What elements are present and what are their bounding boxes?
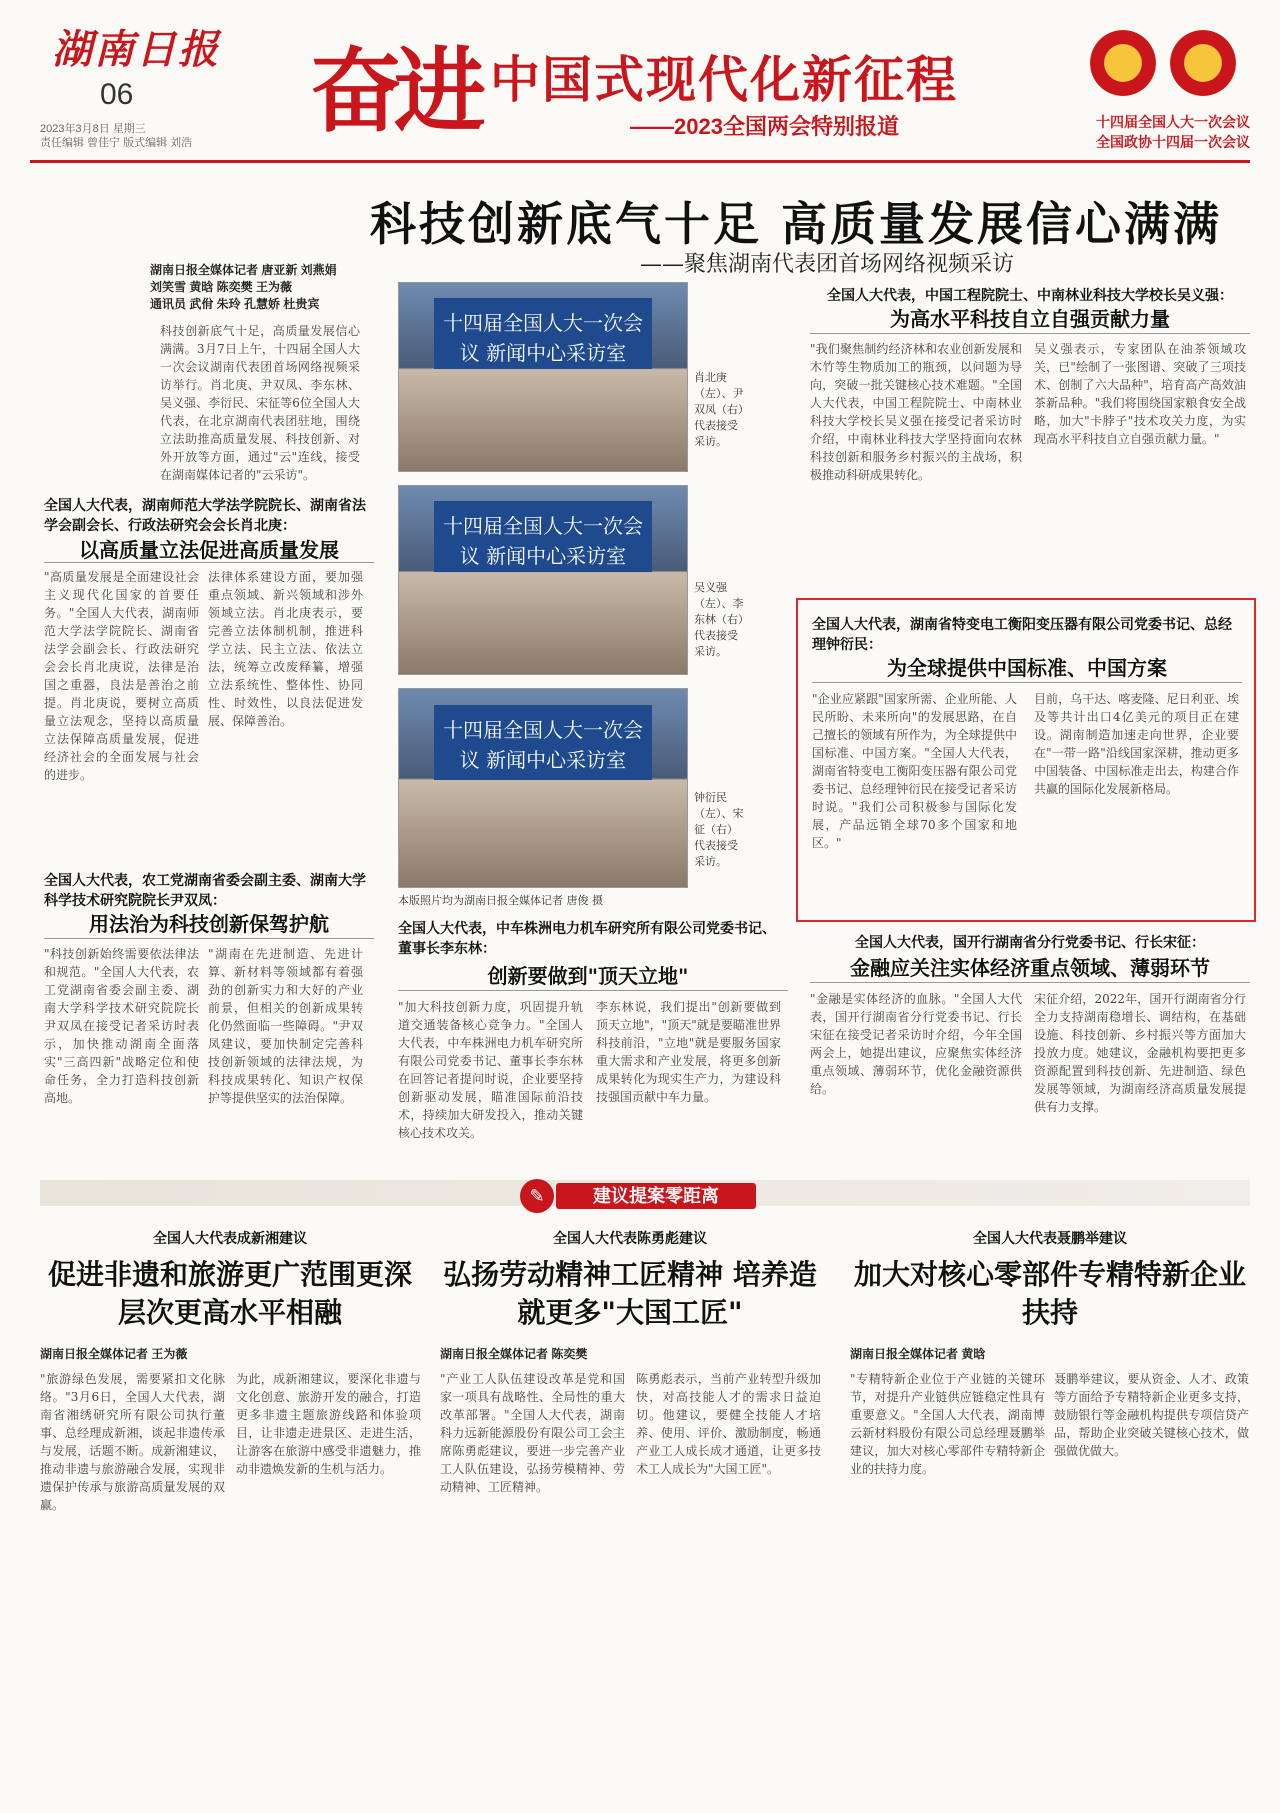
feature-keyword: 奋进	[310, 37, 479, 145]
photo-wu-li	[398, 485, 688, 675]
divider	[44, 938, 374, 939]
proposal-body-1: "产业工人队伍建设改革是党和国家一项具有战略性、全局性的重大改革部署。"全国人大代表，湖南科力远新能源股份有限公司工会主席陈勇彪建议，要进一步完善产业工人队伍建设，弘扬劳模精神、劳动精神、工匠精神。	[440, 1372, 625, 1494]
article-body-zhong-2: 目前，乌干达、喀麦隆、尼日利亚、埃及等共计出口4亿美元的项目正在建设。湖南制造加速走向世界，企业要在"一带一路"沿线国家深耕，推动更多中国装备、中国标准走出去，构建合作共赢的国际化发展新格局。	[1034, 692, 1239, 796]
proposal-kicker: 全国人大代表成新湘建议	[153, 1230, 307, 1246]
article-body-li-2: 李东林说，我们提出"创新要做到顶天立地"，"顶天"就是要瞄准世界科技前沿，"立地"就是要服务国家重大需求和产业发展，将更多创新成果转化为现实生产力，为建设科技强国贡献中车力量。	[596, 1000, 781, 1104]
proposal-body-2: 陈勇彪表示，当前产业转型升级加快，对高技能人才的需求日益迫切。他建议，要健全技能人才培养、使用、评价、激励制度，畅通产业工人成长成才通道，让更多技术工人成长为"大国工匠"。	[636, 1372, 821, 1476]
proposal-title: 促进非遗和旅游更广范围更深层次更高水平相融	[47, 1258, 412, 1329]
byline-line: 通讯员 武佾 朱玲 孔慧娇 杜贵宾	[150, 297, 320, 311]
article-kicker-song: 全国人大代表，国开行湖南省分行党委书记、行长宋征：	[855, 934, 1205, 950]
article-body-yin-2: "湖南在先进制造、先进计算、新材料等领域都有着强劲的创新实力和大好的产业前景，但相关的创新成果转化仍然面临一些障碍。"尹双凤建议，要加快制定完善科技创新领域的法律法规，为科技成果转化、知识产权保护等提供坚实的法治保障。	[208, 947, 363, 1105]
article-kicker-li: 全国人大代表，中车株洲电力机车研究所有限公司党委书记、董事长李东林：	[398, 920, 776, 956]
page-number: 06	[100, 78, 134, 111]
article-body-song-2: 宋征介绍，2022年，国开行湖南省分行全力支持湖南稳增长、调结构，在基础设施、科技创新、乡村振兴等方面加大投放力度。她建议，金融机构要把更多资源配置到科技创新、先进制造、绿色发展等领域，为湖南经济高质量发展提供有力支撑。	[1034, 992, 1246, 1114]
photo-credit: 本版照片均为湖南日报全媒体记者 唐俊 摄	[398, 894, 603, 907]
byline-line: 刘笑雪 黄晗 陈奕樊 王为薇	[150, 280, 293, 294]
article-title-yin: 用法治为科技创新保驾护航	[89, 912, 329, 936]
byline-line: 湖南日报全媒体记者 唐亚新 刘燕娟	[150, 263, 337, 277]
article-body-wu-1: "我们聚焦制约经济林和农业创新发展和木竹等生物质加工的瓶颈，以问题为导向，突破一批关键核心技术难题。"全国人大代表，中国工程院院士、中南林业科技大学校长吴义强在接受记者采访时介绍，中南林业科技大学坚持面向农林科技创新和服务乡村振兴的主战场，积极推动科研成果转化。	[810, 342, 1022, 482]
proposal-kicker: 全国人大代表陈勇彪建议	[553, 1230, 707, 1246]
editors-text: 责任编辑 曾佳宁 版式编辑 刘浩	[40, 137, 193, 149]
speech-bubble-icon: ✎	[520, 1179, 554, 1213]
proposal-byline: 湖南日报全媒体记者 王为薇	[40, 1347, 188, 1361]
session-names	[1070, 112, 1250, 152]
article-title-song: 金融应关注实体经济重点领域、薄弱环节	[850, 956, 1210, 980]
proposal-body-1: "专精特新企业位于产业链的关键环节，对提升产业链供应链稳定性具有重要意义。"全国人大代表，湖南博云新材料股份有限公司总经理聂鹏举建议，加大对核心零部件专精特新企业的扶持力度。	[850, 1372, 1045, 1476]
masthead-rule	[30, 160, 1250, 163]
article-kicker-wu: 全国人大代表，中国工程院院士、中南林业科技大学校长吴义强：	[827, 287, 1233, 303]
article-body-xiao-1: "高质量发展是全面建设社会主义现代化国家的首要任务。"全国人大代表，湖南师范大学法学院院长、湖南省法学会副会长、行政法研究会会长肖北庚说，法律是治国之重器，良法是善治之前提。肖北庚说，要树立高质量立法观念，坚持以高质量立法保障高质量发展，促进经济社会的全面发展与社会的进步。	[44, 570, 199, 782]
divider	[44, 562, 374, 563]
article-title-li: 创新要做到"顶天立地"	[487, 964, 689, 988]
main-headline: 科技创新底气十足 高质量发展信心满满	[370, 197, 1223, 251]
article-body-xiao-2: 法律体系建设方面，要加强重点领域、新兴领域和涉外领域立法。肖北庚表示，要完善立法体制机制，推进科学立法、民主立法、依法立法，统筹立改废释纂，增强立法系统性、整体性、协同性、时效性，以良法促进发展、保障善治。	[208, 570, 363, 728]
photo-caption: 吴义强（左）、李东林（右）代表接受采访。	[694, 581, 744, 658]
date-line	[40, 122, 192, 150]
photo-caption: 肖北庚（左）、尹双凤（右）代表接受采访。	[694, 371, 744, 448]
photo-zhong-song	[398, 688, 688, 888]
feature-slogan-sub: ——2023全国两会特别报道	[630, 114, 899, 139]
article-body-li-1: "加大科技创新力度，巩固提升轨道交通装备核心竞争力。"全国人大代表，中车株洲电力机车研究所有限公司党委书记、董事长李东林在回答记者提问时说，企业要坚持创新驱动发展，瞄准国际前沿技术，持续加大研发投入，推动关键核心技术攻关。	[398, 1000, 583, 1140]
proposal-title: 加大对核心零部件专精特新企业扶持	[853, 1258, 1246, 1329]
proposal-body-2: 聂鹏举建议，要从资金、人才、政策等方面给予专精特新企业更多支持，鼓励银行等金融机构提供专项信贷产品，帮助企业突破关键核心技术，做强做优做大。	[1054, 1372, 1249, 1458]
photo-xiao-yin	[398, 282, 688, 472]
article-kicker-yin: 全国人大代表，农工党湖南省委会副主委、湖南大学科学技术研究院院长尹双凤：	[44, 872, 366, 908]
photo-backdrop-text: 十四届全国人大一次会议 新闻中心采访室	[434, 501, 653, 572]
photo-backdrop-text: 十四届全国人大一次会议 新闻中心采访室	[434, 705, 653, 780]
proposal-body-2: 为此，成新湘建议，要深化非遗与文化创意、旅游开发的融合，打造更多非遗主题旅游线路和体验项目，让非遗走进景区、走进生活，让游客在旅游中感受非遗魅力，推动非遗焕发新的生机与活力。	[236, 1372, 421, 1476]
proposal-byline: 湖南日报全媒体记者 陈奕樊	[440, 1347, 588, 1361]
photo-backdrop-text: 十四届全国人大一次会议 新闻中心采访室	[434, 298, 653, 369]
article-title-wu: 为高水平科技自立自强贡献力量	[890, 307, 1170, 331]
proposal-title: 弘扬劳动精神工匠精神 培养造就更多"大国工匠"	[443, 1258, 817, 1329]
session-cppcc: 全国政协十四届一次会议	[1096, 134, 1250, 150]
divider	[810, 333, 1250, 334]
article-title-zhong: 为全球提供中国标准、中国方案	[887, 656, 1167, 680]
date-text: 2023年3月8日 星期三	[40, 123, 146, 135]
main-subhead: ——聚焦湖南代表团首场网络视频采访	[640, 252, 1015, 277]
section-banner	[520, 1175, 760, 1215]
divider	[398, 990, 788, 991]
article-kicker-xiao: 全国人大代表，湖南师范大学法学院院长、湖南省法学会副会长、行政法研究会会长肖北庚：	[44, 497, 366, 533]
cppcc-emblem-icon	[1170, 30, 1236, 96]
article-body-wu-2: 吴义强表示，专家团队在油茶领域攻关，已"绘制了一张图谱、突破了三项技术、创制了六大品种"，培育高产高效油茶新品种。"我们将围绕国家粮食安全战略，加大"卡脖子"技术攻关力度，为实现高水平科技自立自强贡献力量。"	[1034, 342, 1246, 446]
section-banner-label: 建议提案零距离	[556, 1183, 756, 1209]
article-title-xiao: 以高质量立法促进高质量发展	[79, 538, 339, 562]
proposal-kicker: 全国人大代表聂鹏举建议	[973, 1230, 1127, 1246]
session-npc: 十四届全国人大一次会议	[1096, 114, 1250, 130]
article-kicker-zhong: 全国人大代表，湖南省特变电工衡阳变压器有限公司党委书记、总经理钟衍民：	[812, 616, 1232, 652]
divider	[810, 982, 1250, 983]
proposal-byline: 湖南日报全媒体记者 黄晗	[850, 1347, 986, 1361]
feature-slogan: 中国式现代化新征程	[490, 50, 958, 109]
article-body-yin-1: "科技创新始终需要依法律法和规范。"全国人大代表，农工党湖南省委会副主委、湖南大学科学技术研究院院长尹双凤在接受记者采访时表示，加快推动湖南全面落实"三高四新"战略定位和使命任务，全力打造科技创新高地。	[44, 947, 199, 1105]
photo-caption: 钟衍民（左）、宋征（右）代表接受采访。	[694, 791, 744, 868]
national-emblem-icon	[1090, 30, 1156, 96]
article-body-zhong-1: "企业应紧跟"国家所需、企业所能、人民所盼、未来所向"的发展思路，在自己擅长的领域有所作为，为全球提供中国标准、中国方案。"全国人大代表，湖南省特变电工衡阳变压器有限公司党委书记、总经理钟衍民在接受记者采访时说。"我们公司积极参与国际化发展，产品远销全球70多个国家和地区。"	[812, 692, 1017, 850]
divider	[812, 682, 1242, 683]
proposal-body-1: "旅游绿色发展，需要紧扣文化脉络。"3月6日，全国人大代表，湖南省湘绣研究所有限公司执行董事、总经理成新湘，谈起非遗传承与发展，话题不断。成新湘建议，推动非遗与旅游融合发展，实现非遗保护传承与旅游高质量发展的双赢。	[40, 1372, 225, 1512]
main-intro: 科技创新底气十足，高质量发展信心满满。3月7日上午，十四届全国人大一次会议湖南代表团首场网络视频采访举行。肖北庚、尹双凤、李东林、吴义强、李衍民、宋征等6位全国人大代表，在北京湖南代表团驻地，围绕立法助推高质量发展、科技创新、对外开放等方面，通过"云"连线，接受在湖南媒体记者的"云采访"。	[160, 324, 360, 482]
main-byline	[150, 262, 370, 313]
masthead	[0, 0, 1280, 158]
article-body-song-1: "金融是实体经济的血脉。"全国人大代表，国开行湖南省分行党委书记、行长宋征在接受记者采访时介绍，今年全国两会上，她提出建议，应聚焦实体经济重点领域、薄弱环节，优化金融资源供给。	[810, 992, 1022, 1096]
newspaper-logo: 湖南日报	[52, 26, 220, 73]
